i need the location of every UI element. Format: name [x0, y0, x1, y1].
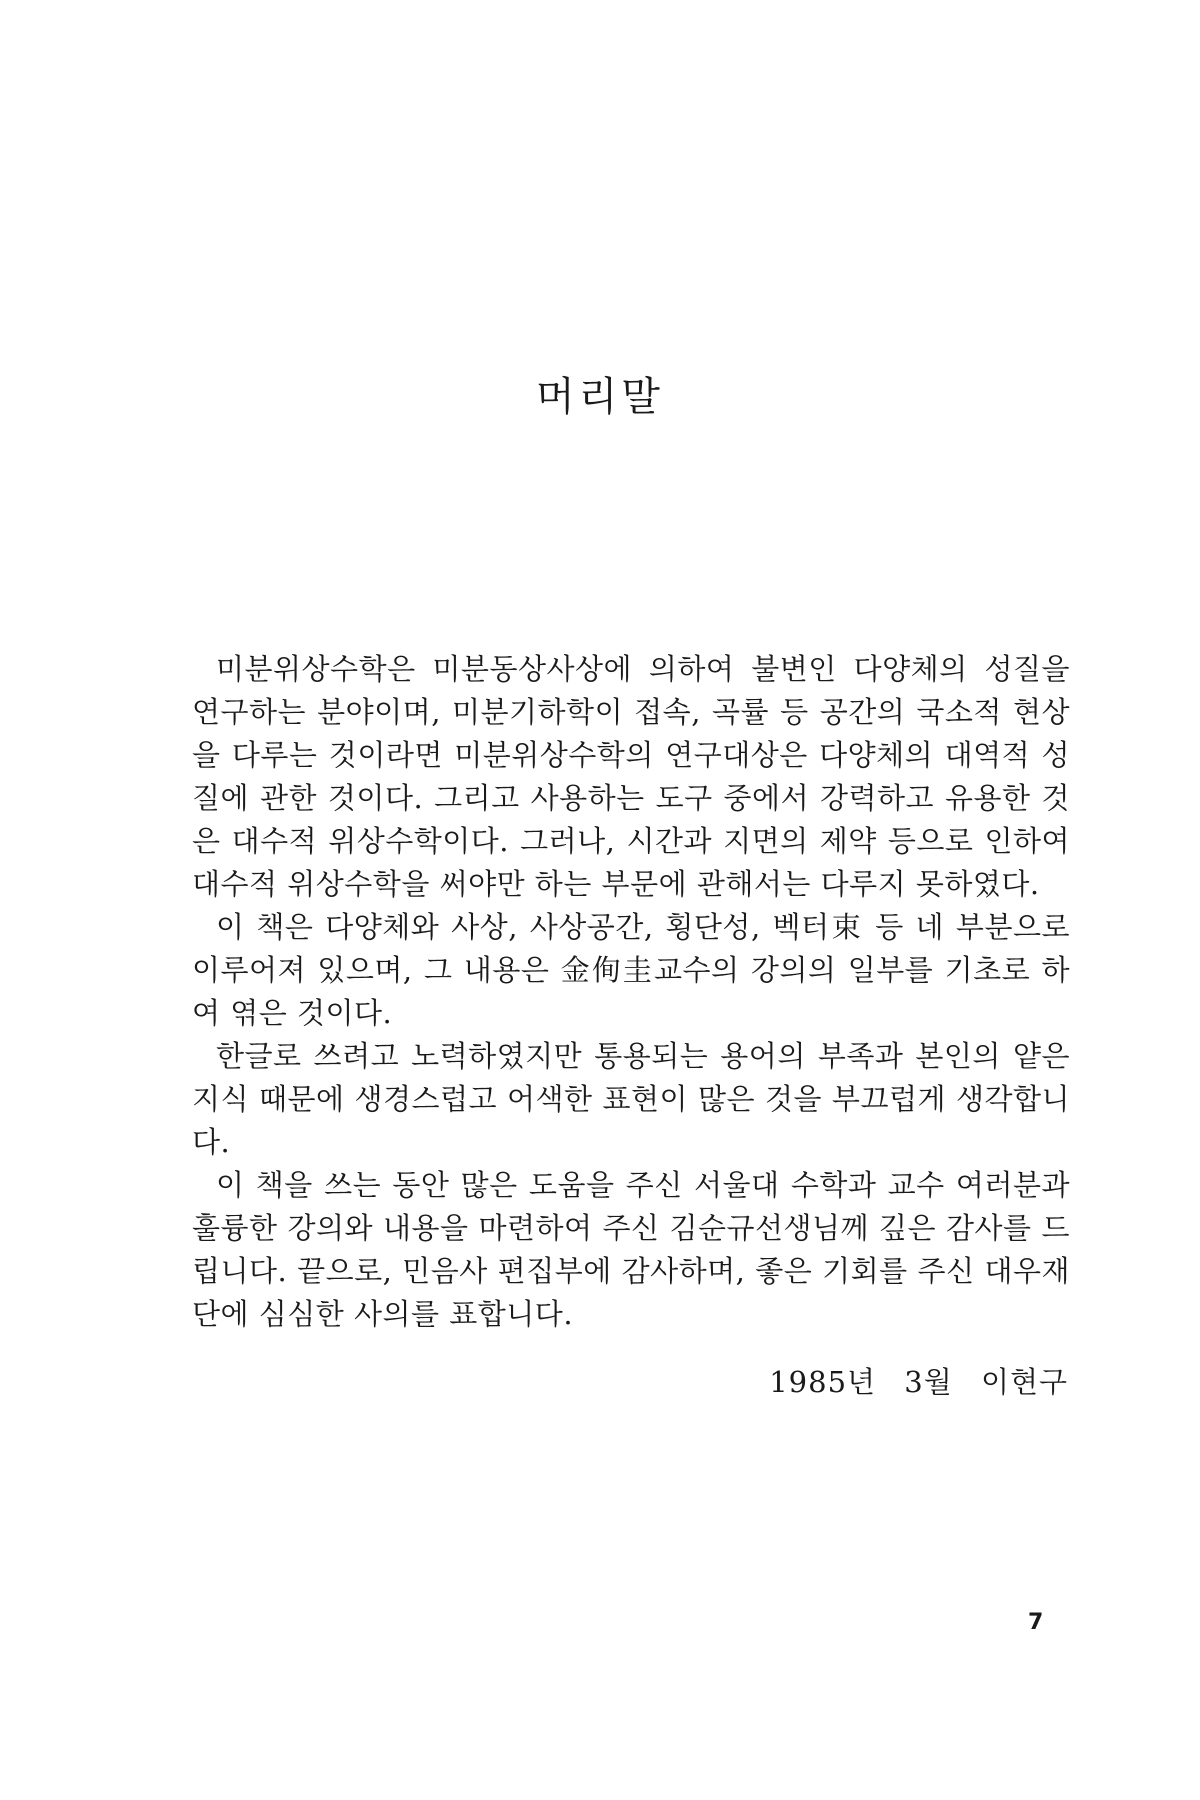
preface-body	[192, 648, 1070, 1336]
signature-month: 3월	[904, 1365, 953, 1399]
paragraph-4: 이 책을 쓰는 동안 많은 도움을 주신 서울대 수학과 교수 여러분과 훌륭한 강의와 내용을 마련하여 주신 김순규선생님께 깊은 감사를 드립니다. 끝으로, 민음사 편집부에 감사하며, 좋은 기회를 주신 대우재단에 심심한 사의를 표합니다.	[192, 1168, 1070, 1331]
paragraph-1: 미분위상수학은 미분동상사상에 의하여 불변인 다양체의 성질을 연구하는 분야이며, 미분기하학이 접속, 곡률 등 공간의 국소적 현상을 다루는 것이라면 미분위상수학의 연구대상은 다양체의 대역적 성질에 관한 것이다. 그리고 사용하는 도구 중에서 강력하고 유용한 것은 대수적 위상수학이다. 그러나, 시간과 지면의 제약 등으로 인하여 대수적 위상수학을 써야만 하는 부문에 관해서는 다루지 못하였다.	[192, 652, 1070, 901]
signature	[769, 1360, 1068, 1401]
signature-author: 이현구	[980, 1365, 1068, 1399]
paragraph-2: 이 책은 다양체와 사상, 사상공간, 횡단성, 벡터束 등 네 부분으로 이루어져 있으며, 그 내용은 金侚圭교수의 강의의 일부를 기초로 하여 엮은 것이다.	[192, 910, 1070, 1030]
paragraph-3: 한글로 쓰려고 노력하였지만 통용되는 용어의 부족과 본인의 얕은 지식 때문에 생경스럽고 어색한 표현이 많은 것을 부끄럽게 생각합니다.	[192, 1039, 1070, 1159]
signature-year: 1985년	[769, 1365, 877, 1399]
page-title: 머리말	[536, 373, 664, 420]
page-number: 7	[1028, 1610, 1044, 1635]
